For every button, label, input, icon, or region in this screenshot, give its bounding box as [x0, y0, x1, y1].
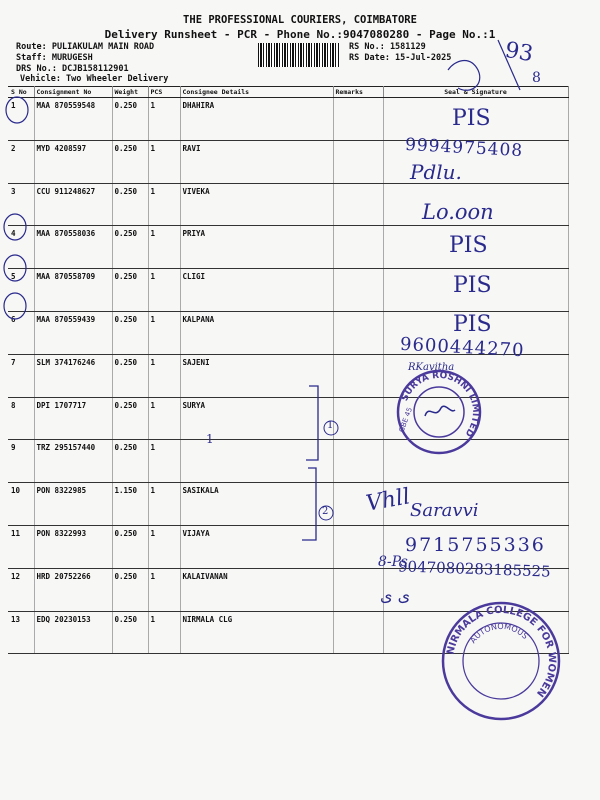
signature-row5: PIS [453, 273, 492, 298]
sno-cell: 9 [8, 440, 34, 483]
consignment-cell: MAA 870558709 [34, 269, 112, 312]
mark-row9: 1 [206, 432, 214, 446]
consignee-cell: SASIKALA [180, 483, 333, 526]
sno-cell: 1 [8, 98, 34, 141]
route-label: Route: PULIAKULAM MAIN ROAD [16, 42, 155, 52]
weight-cell: 0.250 [112, 440, 148, 483]
col-consignment: Consignment No [34, 87, 112, 98]
sno-cell: 13 [8, 611, 34, 654]
consignment-cell: EDQ 20230153 [34, 611, 112, 654]
signature-row13: 8-Ps [378, 554, 408, 570]
sno-cell: 10 [8, 483, 34, 526]
pcs-cell: 1 [148, 525, 180, 568]
signature-row6: PIS [453, 312, 492, 337]
consignment-cell: SLM 374176246 [34, 354, 112, 397]
phone-row7: 9600444270 [399, 333, 525, 362]
consignee-cell: DHAHIRA [180, 98, 333, 141]
col-signature: Seal & Signature [383, 87, 568, 98]
drs-label: DRS No.: DCJB158112901 [16, 64, 129, 74]
phone-row2: 9994975408 [404, 134, 524, 162]
col-weight: Weight [112, 87, 148, 98]
pcs-cell: 1 [148, 226, 180, 269]
sno-cell: 4 [8, 226, 34, 269]
pcs-cell: 1 [148, 397, 180, 440]
col-consignee: Consignee Details [180, 87, 333, 98]
weight-cell: 1.150 [112, 483, 148, 526]
weight-cell: 0.250 [112, 311, 148, 354]
weight-cell: 0.250 [112, 140, 148, 183]
consignment-cell: MAA 870559439 [34, 311, 112, 354]
weight-cell: 0.250 [112, 354, 148, 397]
consignee-cell: PRIYA [180, 226, 333, 269]
consignment-cell: HRD 20752266 [34, 568, 112, 611]
phone-row13: 9047080283185525 [397, 557, 551, 581]
pcs-cell: 1 [148, 611, 180, 654]
circle-mark-row1 [6, 97, 28, 123]
vehicle-label: Vehicle: Two Wheeler Delivery [20, 74, 169, 84]
bracket-1 [306, 386, 318, 460]
weight-cell: 0.250 [112, 183, 148, 226]
consignment-cell: MAA 870559548 [34, 98, 112, 141]
sno-cell: 2 [8, 140, 34, 183]
runsheet-subtitle: Delivery Runsheet - PCR - Phone No.:9047080280 - Page No.:1 [104, 28, 496, 41]
sno-cell: 8 [8, 397, 34, 440]
consignee-cell: CLIGI [180, 269, 333, 312]
pcs-cell: 1 [148, 98, 180, 141]
pcs-cell: 1 [148, 311, 180, 354]
surya-stamp-side: GBE 45 [397, 406, 414, 434]
bracket-note-1: 1 [327, 420, 334, 431]
consignment-cell: PON 8322993 [34, 525, 112, 568]
pcs-cell: 1 [148, 183, 180, 226]
col-pcs: PCS [148, 87, 180, 98]
signature-row11: Vhll [364, 484, 412, 517]
col-remarks: Remarks [333, 87, 383, 98]
signature-row4b: PIS [449, 233, 488, 258]
company-title: THE PROFESSIONAL COURIERS, COIMBATORE [183, 14, 417, 26]
nirmala-college-stamp [440, 600, 562, 722]
consignment-cell: PON 8322985 [34, 483, 112, 526]
sno-cell: 11 [8, 525, 34, 568]
consignment-cell: MAA 870558036 [34, 226, 112, 269]
weight-cell: 0.250 [112, 611, 148, 654]
weight-cell: 0.250 [112, 525, 148, 568]
nirmala-stamp-inner: AUTONOMOUS [468, 621, 530, 646]
weight-cell: 0.250 [112, 226, 148, 269]
scribble-mark [448, 61, 480, 91]
consignment-cell: DPI 1707717 [34, 397, 112, 440]
consignee-cell: SAJENI [180, 354, 333, 397]
weight-cell: 0.250 [112, 568, 148, 611]
signature-row8: RKavitha [408, 362, 455, 373]
circle-mark-row6 [4, 293, 26, 319]
signature-row1: PIS [452, 106, 491, 131]
circle-mark-row4 [4, 214, 26, 240]
pcs-cell: 1 [148, 483, 180, 526]
staff-label: Staff: MURUGESH [16, 53, 93, 63]
surya-stamp-signature [425, 406, 455, 416]
pcs-cell: 1 [148, 568, 180, 611]
consignment-cell: CCU 911248627 [34, 183, 112, 226]
pcs-cell: 1 [148, 140, 180, 183]
consignee-cell: NIRMALA CLG [180, 611, 333, 654]
rs-number: RS No.: 1581129 [349, 42, 426, 52]
signature-row4: Lo.oon [422, 200, 494, 224]
signature-row3: Pdlu. [410, 160, 462, 184]
pcs-cell: 1 [148, 354, 180, 397]
sno-cell: 7 [8, 354, 34, 397]
consignment-cell: MYD 4208597 [34, 140, 112, 183]
rs-date: RS Date: 15-Jul-2025 [349, 53, 452, 63]
corner-note-2: 8 [532, 70, 541, 86]
sno-cell: 5 [8, 269, 34, 312]
pcs-cell: 1 [148, 440, 180, 483]
weight-cell: 0.250 [112, 397, 148, 440]
nirmala-stamp-text: NIRMALA COLLEGE FOR WOMEN [445, 604, 558, 699]
sno-cell: 6 [8, 311, 34, 354]
consignee-cell: VIVEKA [180, 183, 333, 226]
surya-roshni-stamp [395, 368, 483, 456]
consignee-cell: KALPANA [180, 311, 333, 354]
bracket-note-2: 2 [322, 506, 329, 517]
consignee-cell: KALAIVANAN [180, 568, 333, 611]
scribble-row13: ى ى [380, 586, 411, 605]
corner-note: 93 [503, 37, 535, 68]
consignment-cell: TRZ 295157440 [34, 440, 112, 483]
consignee-cell: VIJAYA [180, 525, 333, 568]
phone-row12: 9715755336 [405, 534, 546, 556]
circle-mark-row5 [4, 255, 26, 281]
surya-stamp-text: SURYA ROSHNI LIMITED [400, 370, 481, 439]
consignee-cell: SURYA [180, 397, 333, 440]
sno-cell: 3 [8, 183, 34, 226]
signature-row12: Saravvi [410, 500, 479, 521]
weight-cell: 0.250 [112, 269, 148, 312]
col-sno: S No [8, 87, 34, 98]
consignee-cell: RAVI [180, 140, 333, 183]
sno-cell: 12 [8, 568, 34, 611]
pcs-cell: 1 [148, 269, 180, 312]
bracket-2 [302, 468, 316, 540]
weight-cell: 0.250 [112, 98, 148, 141]
